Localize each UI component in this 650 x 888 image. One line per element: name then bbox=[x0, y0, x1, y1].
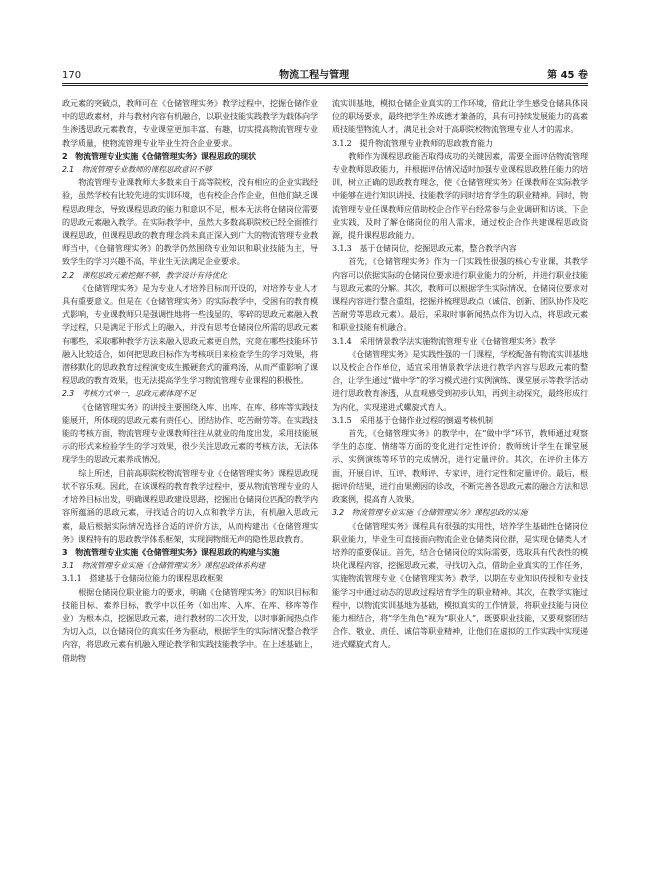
paragraph: 首先，《仓储管理实务》作为一门实践性很强的核心专业课，其教学内容可以依据实际的仓储岗位要求进行职业能力的分析，并进行职业技能与思政元素的分解。其次，教师可以根据学生实际情况、仓储岗位要求对课程内容进行整合重组，挖掘并梳理思政点（诚信、创新、团队协作及吃苦耐劳等思政元素）。最后，采取时事新闻热点作为切入点，将思政元素和职业技能有机融合。 bbox=[332, 256, 588, 333]
section-heading: 3 物流管理专业实施《仓储管理实务》课程思政的构建与实施 bbox=[62, 547, 280, 557]
paragraph: 《仓储管理实务》的讲授主要围绕入库、出库、在库、移库等实践技能展开，所体现的思政元素有责任心、团结协作、吃苦耐劳等。在实践技能的考核方面，物流管理专业课教师往往从就业的角度出发，采用技能展示的形式来检验学生的学习效果，很少关注思政元素的考核方法，无法体现学生的思政元素养成情况。 bbox=[62, 401, 318, 465]
subsection-heading: 2.1 物流管理专业教师的课程思政意识不够 bbox=[62, 165, 212, 175]
header-rule bbox=[62, 83, 588, 84]
paragraph: 政元素的突破点，教师可在《仓储管理实务》教学过程中，挖掘仓储作业中的思政素材，并与教材内容有机融合，以职业技能实践教学为载体向学生渗透思政元素教育，专业课堂更加丰富、有趣，切实提高物流管理专业教学质量，使物流管理专业毕业生符合企业要求。 bbox=[62, 98, 318, 148]
volume-label: 第 45 卷 bbox=[547, 70, 588, 81]
section-heading: 2 物流管理专业实施《仓储管理实务》课程思政的现状 bbox=[62, 151, 256, 161]
subsubsection-heading: 3.1.2 提升物流管理专业教师的思政教育能力 bbox=[332, 138, 493, 148]
subsubsection-heading: 3.1.1 搭建基于仓储岗位能力的课程思政框架 bbox=[62, 574, 223, 584]
subsection-heading: 3.1 物流管理专业实施《仓储管理实务》课程思政体系构建 bbox=[62, 561, 266, 571]
paragraph: 教师作为课程思政能否取得成功的关键因素，需要全面评估物流管理专业教师思政能力，并根据评估情况适时加强专业课程思政胜任能力的培训，树立正确的思政教育理念，使《仓储管理实务》任课教师在实际教学中能够在进行知识讲授、技能教学的同时培育学生的职业精神。同时，物流管理专业任课教师应借助校企合作平台经常参与企业调研和访谈、下企业实践，及时了解仓储岗位的用人需求，通过校企合作共建课程思政资源，提升课程思政能力。 bbox=[332, 150, 588, 241]
page-number: 170 bbox=[62, 70, 82, 81]
left-column bbox=[62, 97, 318, 857]
subsection-heading: 3.2 物流管理专业实施《仓储管理实务》课程思政的实施 bbox=[332, 508, 528, 518]
subsection-heading: 2.3 考核方式单一，思政元素体现不足 bbox=[62, 389, 197, 399]
subsubsection-heading: 3.1.4 采用情景教学法实施物流管理专业《仓储管理实务》教学 bbox=[332, 336, 556, 346]
paragraph: 《仓储管理实务》课程具有很强的实用性，培养学生基础性仓储岗位职业能力，毕业生可直接面向物流企业仓储类岗位群，是实现仓储类人才培养的重要保证。首先，结合仓储岗位的实际需要，选取具有代表性的模块化课程内容，挖掘思政元素，寻找切入点，借助企业真实的工作任务，实施物流管理专业《仓储管理实务》教学，以期在专业知识传授和专业技能学习中通过动态的思政过程培育学生的职业精神。其次，在教学实施过程中，以物流实训基地为基础，模拟真实的工作情景，将职业技能与岗位能力相结合，将“学生角色”视为“职业人”，既要职业技能，又要观察团结合作、敬业、责任、诚信等职业精神，让他们在虚拟的工作实践中实现递进式螺旋式育人。 bbox=[332, 520, 588, 650]
subsection-heading: 2.2 课程思政元素挖掘不够，教学设计有待优化 bbox=[62, 270, 227, 280]
paragraph: 根据仓储岗位职业能力的要求，明确《仓储管理实务》的知识目标和技能目标、素养目标，教学中以任务（如出库、入库、在库、移库等作业）为根本点，挖掘思政元素，进行教材的二次开发，以时事新闻热点作为切入点，以仓储岗位的真实任务为驱动，根据学生的实际情况整合教学内容，将思政元素有机融入理论教学和实践技能教学中。在上述基础上，借助物 bbox=[62, 586, 318, 663]
paragraph: 物流管理专业课教师大多数来自于高等院校，没有相应的企业实践经验，虽然学校有比较先进的实训环境，也有校企合作企业，但他们缺乏课程思政理念，导致课程思政的能力和意识不足，根本无法将仓储岗位需要的思政元素融入教学。在实际教学中，虽然大多数高职院校已经全面推行课程思政，但课程思政的教育理念尚未真正深入到广大的物流管理专业教师当中，《仓储管理实务》的教学仍然围绕专业知识和职业技能为主，导致学生的学习兴趣不高，毕业生无法满足企业要求。 bbox=[62, 177, 318, 267]
running-header bbox=[62, 65, 588, 81]
paragraph: 首先，《仓储管理实务》的教学中，在“做中学”环节，教师通过观察学生的态度、情绪等方面的变化进行定性评价；教师统计学生在课堂展示、实例演练等环节的完成情况，进行定量评价。其次，在评价主体方面，开展自评、互评、教师评、专家评，进行定性和定量评价。最后，根据评价结果，进行由果溯因的诊改，不断完善各思政元素的融合方法和思政案例，提高育人效果。 bbox=[332, 428, 588, 505]
subsubsection-heading: 3.1.5 采用基于仓储作业过程的倒逼考核机制 bbox=[332, 415, 493, 425]
journal-title: 物流工程与管理 bbox=[279, 70, 350, 81]
paragraph: 《仓储管理实务》是实践性强的一门课程，学校配备有物流实训基地以及校企合作单位，适宜采用情景教学法进行教学内容与思政元素的整合，让学生通过“做中学”的学习模式进行实例演练、课堂展示等教学活动进行思政教育渗透，从直观感受到初步认知，再到主动探究，最终形成行为内化，实现递进式螺旋式育人。 bbox=[332, 348, 588, 412]
paragraph: 流实训基地，模拟仓储企业真实的工作环境，借此让学生感受仓储具体岗位的职场要求，最终把学生养成德才兼备的，具有可持续发展能力的高素质技能型物流人才，满足社会对于高职院校物流管理专业人才的需求。 bbox=[332, 98, 588, 135]
subsubsection-heading: 3.1.3 基于仓储岗位，挖掘思政元素，整合教学内容 bbox=[332, 244, 517, 254]
paragraph: 综上所述，目前高职院校物流管理专业《仓储管理实务》课程思政现状不容乐观。因此，在该课程的教育教学过程中，要从物流管理专业的人才培养目标出发，明确课程思政建设思路，挖掘出仓储岗位匹配的教学内容所蕴涵的思政元素，寻找适合的切入点和教学方法，有机融入思政元素，最后根据实际情况选择合适的评价方法，从而构建出《仓储管理实务》课程特有的思政教学体系框架，实现润物细无声的隐性思政教育。 bbox=[62, 467, 318, 544]
right-column bbox=[332, 97, 588, 857]
header-rule-thin bbox=[62, 85, 588, 86]
paragraph: 《仓储管理实务》是为专业人才培养目标而开设的，对培养专业人才具有重要意义。但是在《仓储管理实务》的实际教学中，受困有的教育模式影响，专业课教师只是强调性地将一些浅显的、零碎的思政元素融入教学过程，只是满足于形式上的融入，并没有思考仓储岗位所需的思政元素有哪些，采取哪种教学方法来融入思政元素更自然，究竟在哪些技能环节融入比较适合，如何把思政目标作为考核项目来检查学生的学习效果，将潜移默化的思政教育过程演变成生搬硬套式的灌鸡汤，从而严重影响了课程思政的教育效果，也无法提高学生学习物流管理专业课程的积极性。 bbox=[62, 282, 318, 386]
